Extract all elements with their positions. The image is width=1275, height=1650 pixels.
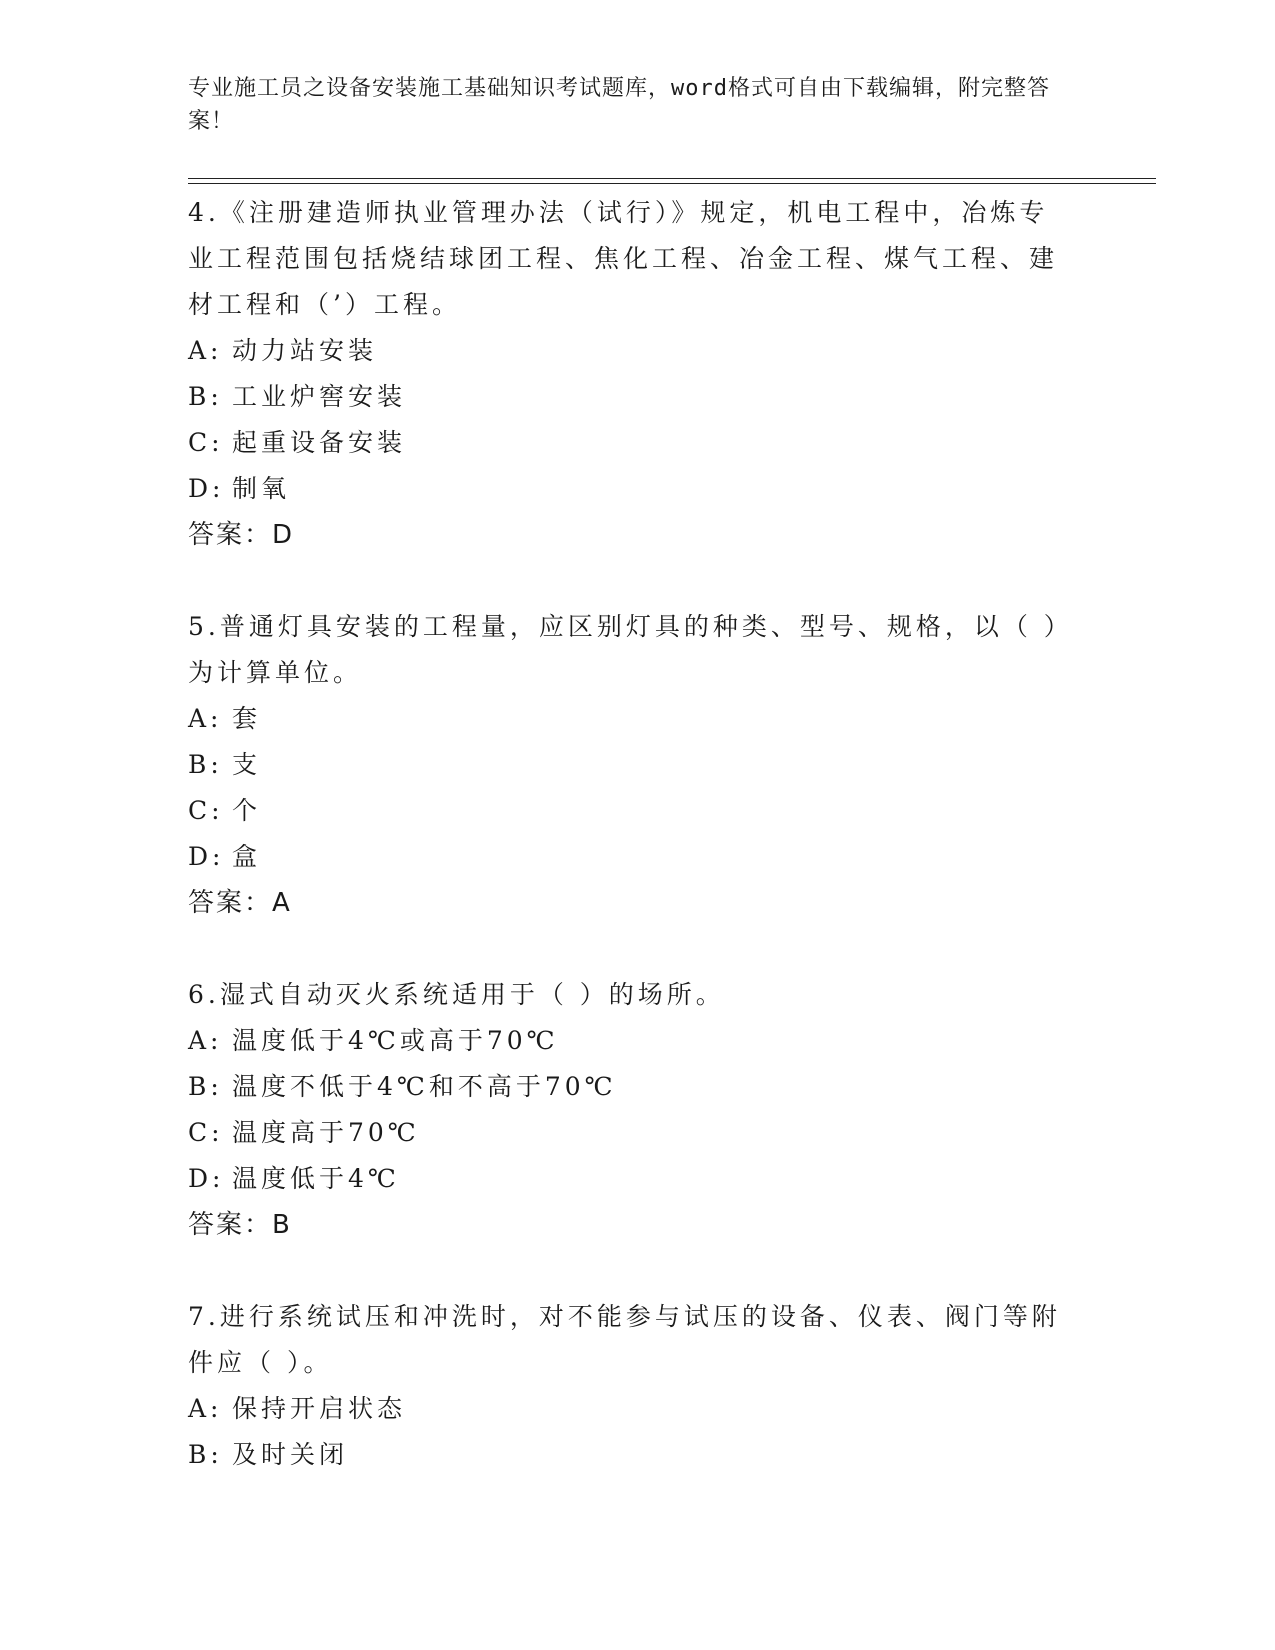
option-c [188,420,1068,466]
option-text: 支 [232,750,262,779]
question-body: 普通灯具安装的工程量，应区别灯具的种类、型号、规格，以（ ）为计算单位。 [188,612,1061,687]
option-letter: B: [188,750,223,779]
question-text [188,1294,1068,1386]
option-text: 温度不低于4℃和不高于70℃ [232,1072,617,1101]
question-4 [188,190,1068,558]
option-b [188,1064,1068,1110]
option-b [188,1432,1068,1478]
option-text: 保持开启状态 [232,1394,407,1423]
question-body: 湿式自动灭火系统适用于（ ）的场所。 [219,980,725,1009]
option-text: 制氧 [232,474,291,503]
question-number: 7. [188,1302,220,1331]
option-a [188,1018,1068,1064]
question-body: 《注册建造师执业管理办法（试行）》规定，机电工程中，冶炼专业工程范围包括烧结球团工程、焦化工程、冶金工程、煤气工程、建材工程和（’）工程。 [188,198,1059,319]
question-7 [188,1294,1068,1478]
option-a [188,328,1068,374]
option-text: 起重设备安装 [232,428,407,457]
option-letter: B: [188,1440,223,1469]
option-text: 动力站安装 [232,336,378,365]
question-5 [188,604,1068,926]
question-6 [188,972,1068,1248]
option-d [188,466,1068,512]
option-d [188,834,1068,880]
option-letter: A: [188,336,223,365]
option-letter: C: [188,1118,224,1147]
option-text: 工业炉窖安装 [232,382,407,411]
answer-line: 答案：D [188,520,295,550]
option-letter: D: [188,1164,225,1193]
header-divider-top [188,178,1156,179]
question-text [188,972,1068,1018]
answer-line: 答案：B [188,1210,292,1240]
option-letter: B: [188,1072,223,1101]
question-text [188,604,1068,696]
option-letter: D: [188,842,225,871]
option-b [188,374,1068,420]
option-a [188,696,1068,742]
option-letter: A: [188,704,223,733]
option-letter: D: [188,474,225,503]
option-text: 温度低于4℃或高于70℃ [232,1026,559,1055]
option-c [188,788,1068,834]
option-text: 个 [232,796,262,825]
answer-line: 答案：A [188,888,292,918]
option-text: 温度低于4℃ [232,1164,400,1193]
spacer [188,558,1068,604]
option-letter: B: [188,382,223,411]
option-text: 盒 [232,842,262,871]
option-text: 及时关闭 [232,1440,349,1469]
question-number: 5. [188,612,220,641]
question-number: 4. [188,198,220,227]
document-header: 专业施工员之设备安装施工基础知识考试题库，word格式可自由下载编辑，附完整答案！ [188,76,1050,134]
option-letter: C: [188,796,224,825]
option-text: 温度高于70℃ [232,1118,420,1147]
spacer [188,926,1068,972]
spacer [188,1248,1068,1294]
option-c [188,1110,1068,1156]
question-text [188,190,1068,328]
question-number: 6. [188,980,220,1009]
option-letter: C: [188,428,224,457]
option-a [188,1386,1068,1432]
question-list [188,190,1068,1478]
question-body: 进行系统试压和冲洗时，对不能参与试压的设备、仪表、阀门等附件应（ ）。 [188,1302,1061,1377]
header-divider-bottom [188,183,1156,184]
option-b [188,742,1068,788]
option-letter: A: [188,1026,223,1055]
option-text: 套 [232,704,262,733]
option-d [188,1156,1068,1202]
option-letter: A: [188,1394,223,1423]
